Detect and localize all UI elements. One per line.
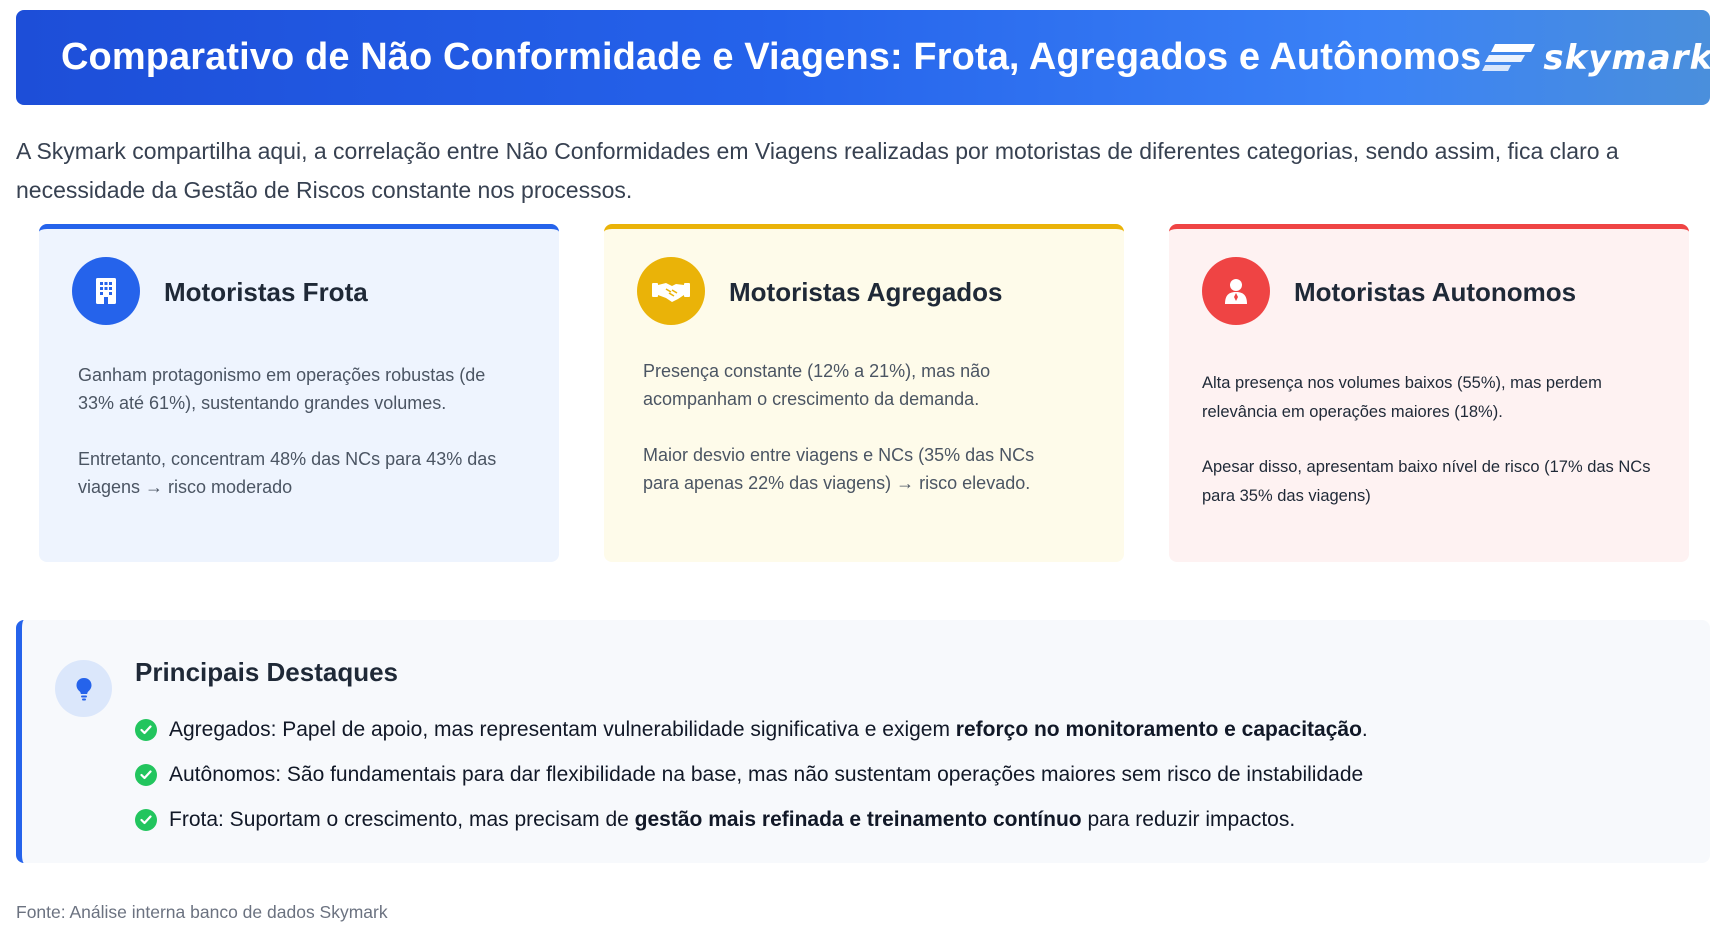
card-agregados	[604, 224, 1124, 562]
highlights-list	[135, 707, 1368, 842]
page-title: Comparativo de Não Conformidade e Viagens: Frota, Agregados e Autônomos	[61, 36, 1482, 78]
intro-paragraph: A Skymark compartilha aqui, a correlação entre Não Conformidades em Viagens realizadas por motoristas de diferentes categorias, sendo assim, fica claro a necessidade da Gestão de Riscos constante nos processos.	[16, 138, 1619, 203]
check-circle-icon	[135, 764, 157, 786]
highlights-panel	[16, 620, 1710, 863]
card-agregados-text-2: Maior desvio entre viagens e NCs (35% das NCs para apenas 22% das viagens) → risco elevado.	[643, 445, 1035, 493]
lightbulb-icon	[75, 677, 93, 701]
skymark-logo	[1481, 38, 1713, 78]
highlight-item	[135, 707, 1368, 752]
card-autonomos	[1169, 224, 1689, 562]
card-autonomos-text-2: Apesar disso, apresentam baixo nível de risco (17% das NCs para 35% das viagens)	[1202, 458, 1651, 505]
card-agregados-title: Motoristas Agregados	[729, 277, 1003, 307]
logo-text: skymark	[1543, 37, 1714, 78]
card-autonomos-icon-badge	[1202, 257, 1270, 325]
hl-icon-badge	[55, 660, 112, 717]
check-circle-icon	[135, 719, 157, 741]
building-icon	[94, 277, 118, 305]
highlight-text: Agregados: Papel de apoio, mas representam vulnerabilidade significativa e exigem reforço no monitoramento e capacitação.	[169, 717, 1368, 741]
card-frota-icon-badge	[72, 257, 140, 325]
source-note: Fonte: Análise interna banco de dados Skymark	[16, 902, 388, 922]
highlight-item	[135, 797, 1368, 842]
user-icon	[1223, 278, 1249, 304]
handshake-icon	[652, 278, 690, 304]
card-frota	[39, 224, 559, 562]
logo-mark-icon	[1481, 40, 1539, 76]
highlight-item	[135, 752, 1368, 797]
card-frota-text-1: Ganham protagonismo em operações robustas (de 33% até 61%), sustentando grandes volumes.	[78, 365, 486, 413]
highlights-title: Principais Destaques	[135, 657, 398, 687]
card-frota-title: Motoristas Frota	[164, 277, 368, 307]
highlight-text: Autônomos: São fundamentais para dar flexibilidade na base, mas não sustentam operações maiores sem risco de instabilidade	[169, 762, 1364, 786]
card-agregados-icon-badge	[637, 257, 705, 325]
card-autonomos-text-1: Alta presença nos volumes baixos (55%), mas perdem relevância em operações maiores (18%).	[1202, 374, 1602, 421]
check-circle-icon	[135, 809, 157, 831]
card-frota-text-2: Entretanto, concentram 48% das NCs para 43% das viagens → risco moderado	[78, 449, 497, 497]
header-banner	[16, 10, 1714, 105]
highlight-text: Frota: Suportam o crescimento, mas precisam de gestão mais refinada e treinamento contínuo para reduzir impactos.	[169, 807, 1296, 831]
card-autonomos-title: Motoristas Autonomos	[1294, 277, 1577, 307]
card-agregados-text-1: Presença constante (12% a 21%), mas não acompanham o crescimento da demanda.	[643, 361, 991, 409]
